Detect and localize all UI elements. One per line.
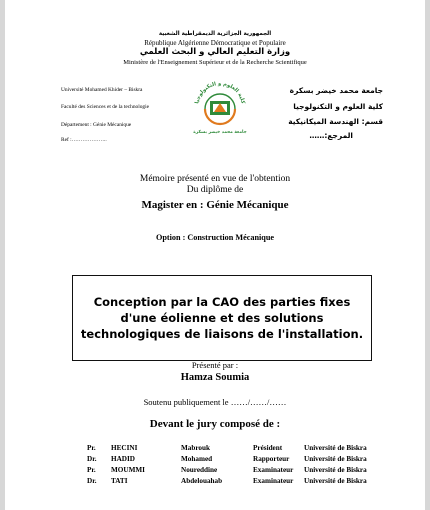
jury-role: Examinateur: [253, 466, 294, 474]
jury-institution: Université de Biskra: [304, 466, 367, 474]
jury-last-name: MOUMMI: [111, 466, 145, 474]
right-faculty: كلية العلوم و التكنولوجيا: [293, 102, 383, 111]
jury-first-name: Abdelouahab: [181, 477, 223, 485]
jury-title: Dr.: [87, 455, 97, 463]
jury-last-name: TATI: [111, 477, 128, 485]
jury-institution: Université de Biskra: [304, 477, 367, 485]
jury-first-name: Mohamed: [181, 455, 213, 463]
jury-role: Rapporteur: [253, 455, 290, 463]
right-university: جامعة محمد خيضر بسكرة: [289, 86, 383, 95]
memoire-line-1: Mémoire présenté en vue de l'obtention: [139, 174, 291, 184]
memoire-line-2: Du diplôme de: [186, 185, 244, 195]
arabic-ministry-header: وزارة التعليم العالي و البحث العلمي: [139, 47, 291, 57]
jury-title: Pr.: [87, 466, 96, 474]
arabic-republic-header: الجمهورية الجزائرية الديمقراطية الشعبية: [158, 31, 272, 37]
right-department: قسم: الهندسة الميكانيكية: [288, 117, 383, 126]
thesis-title-box: [72, 275, 372, 361]
jury-first-name: Noureddine: [181, 466, 218, 474]
right-ref: المرجع:……: [309, 131, 353, 140]
jury-heading: Devant le jury composé de :: [149, 418, 281, 430]
jury-row: [5, 444, 425, 454]
left-ref: Ref :………………..: [61, 137, 107, 143]
degree-title: Magister en : Génie Mécanique: [141, 199, 289, 211]
jury-institution: Université de Biskra: [304, 444, 367, 452]
jury-row: [5, 477, 425, 487]
jury-row: [5, 466, 425, 476]
author-name: Hamza Soumia: [180, 372, 250, 383]
presented-by: Présenté par :: [191, 360, 239, 370]
document-page: [5, 0, 425, 510]
left-university: Université Mohamed Khider – Biskra: [61, 87, 143, 93]
defense-date-line: Soutenu publiquement le ……/……/……: [143, 397, 287, 407]
university-logo: [189, 76, 251, 138]
jury-title: Pr.: [87, 444, 96, 452]
jury-last-name: HECINI: [111, 444, 138, 452]
jury-first-name: Mabrouk: [181, 444, 211, 452]
jury-role: Président: [253, 444, 283, 452]
logo-bottom-text: جامعة محمد خيضر بسكرة: [193, 130, 247, 135]
ministry-header: Ministère de l'Enseignement Supérieur et de la Recherche Scientifique: [123, 59, 307, 66]
left-faculty: Faculté des Sciences et de la technologie: [61, 104, 150, 110]
jury-institution: Université de Biskra: [304, 455, 367, 463]
jury-last-name: HADID: [111, 455, 135, 463]
left-department: Département : Génie Mécanique: [61, 122, 132, 128]
republic-header: République Algérienne Démocratique et Populaire: [144, 39, 286, 47]
jury-title: Dr.: [87, 477, 97, 485]
jury-row: [5, 455, 425, 465]
thesis-title: Conception par la CAO des parties fixes d'une éolienne et des solutions technologiques de liaisons de l'installation.: [80, 295, 364, 341]
option-line: Option : Construction Mécanique: [155, 233, 275, 242]
jury-role: Examinateur: [253, 477, 294, 485]
logo-top-arc-text: كلية العلوم و التكنولوجيا: [194, 80, 246, 105]
